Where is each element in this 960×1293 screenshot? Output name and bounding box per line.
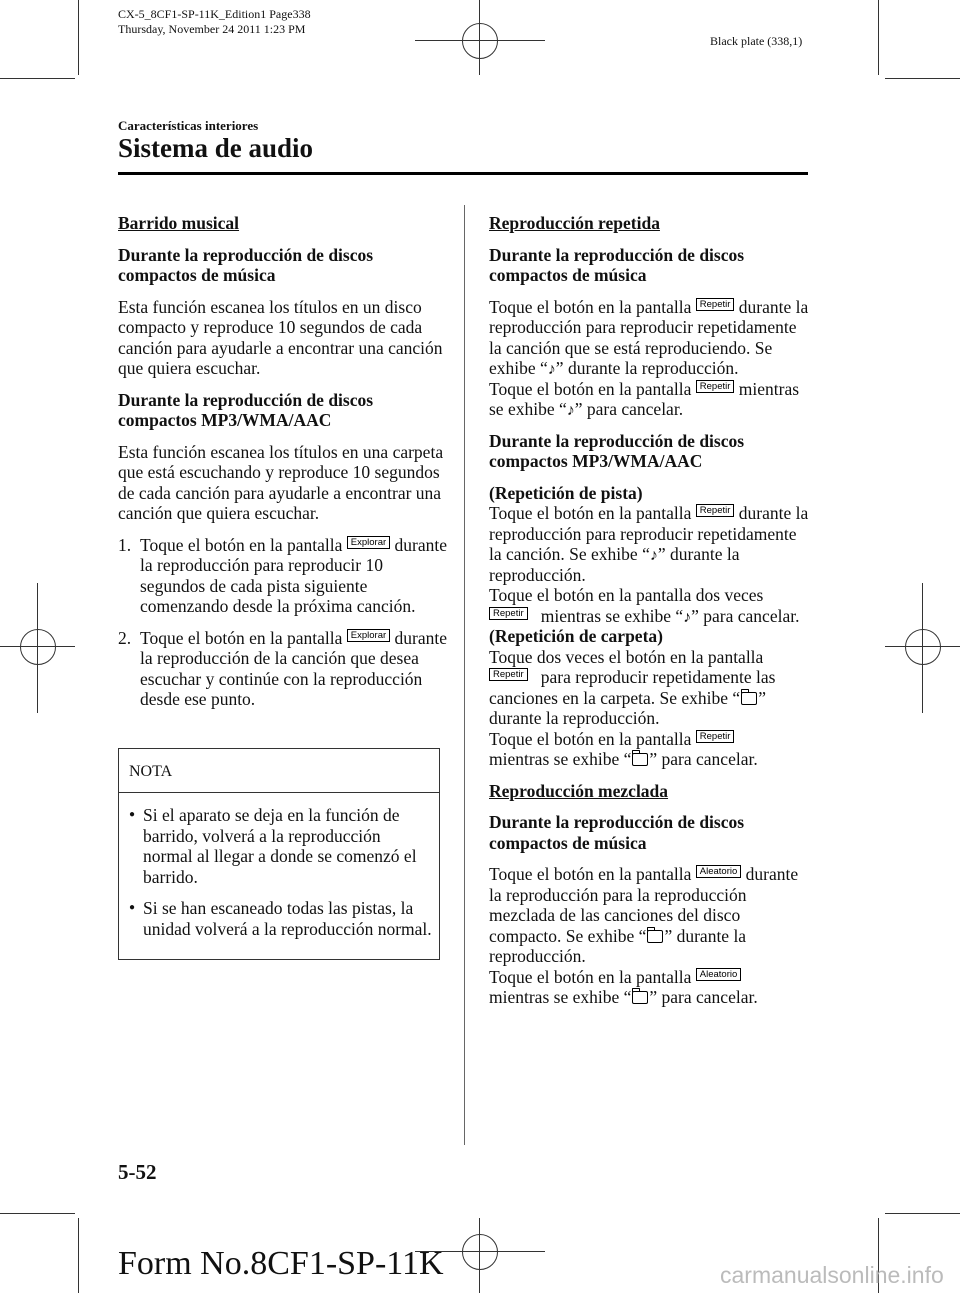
- title-rule: [118, 172, 808, 175]
- step-text: durante la reproducción para reproducir 10 segundos de cada pista siguiente comenzando desde la próxima canción.: [140, 534, 447, 616]
- repeat-music-cd-text: Toque el botón en la pantalla Repetir durante la reproducción para reproducir repetidamente la canción que se está reproduciendo. Se exhibe “♪” durante la reproducción. Toque el botón en la pantalla Repetir mientras se exhibe “♪” para cancelar.: [489, 296, 809, 419]
- step-text: Toque el botón en la pantalla: [140, 627, 343, 648]
- note-text: Si se han escaneado todas las pistas, la unidad volverá a la reproducción normal.: [143, 898, 432, 939]
- folder-icon: [647, 930, 663, 943]
- explorar-button[interactable]: Explorar: [347, 629, 390, 642]
- heading-shuffle: Reproducción mezclada: [489, 780, 669, 801]
- music-note-icon: ♪: [566, 402, 575, 419]
- page-title: Sistema de audio: [118, 133, 314, 163]
- folder-icon: [632, 753, 648, 766]
- explorar-button[interactable]: Explorar: [347, 536, 390, 549]
- repetir-button[interactable]: Repetir: [696, 298, 735, 311]
- repeat-track-text: Toque el botón en la pantalla Repetir durante la reproducción para reproducir repetidamente la canción. Se exhibe “♪” durante la reproducción. Toque el botón en la pantalla dos veces Repetir mientras se exhibe “♪” para cancelar.: [489, 503, 809, 626]
- aleatorio-button[interactable]: Aleatorio: [696, 968, 742, 981]
- plate-label: Black plate (338,1): [710, 34, 803, 48]
- step-text: Toque el botón en la pantalla: [140, 534, 343, 555]
- heading-music-cd: Durante la reproducción de discos compactos de música: [489, 244, 745, 285]
- music-note-icon: ♪: [683, 608, 692, 626]
- left-column: [118, 213, 448, 721]
- note-item: [129, 898, 433, 939]
- music-note-icon: ♪: [649, 547, 658, 564]
- section-label: Características interiores: [118, 118, 259, 133]
- heading-mp3: Durante la reproducción de discos compactos MP3/WMA/AAC: [489, 430, 745, 471]
- repeat-folder-text: Toque dos veces el botón en la pantalla Repetir para reproducir repetidamente las canciones en la carpeta. Se exhibe “ ” durante la reproducción. Toque el botón en la pantalla Repetir mientras se exhibe “ ” para cancelar.: [489, 646, 776, 769]
- note-title: NOTA: [119, 749, 439, 793]
- note-box: [118, 748, 440, 960]
- heading-music-cd: Durante la reproducción de discos compactos de música: [489, 812, 745, 853]
- repetir-button[interactable]: Repetir: [696, 380, 735, 393]
- subheading-track: (Repetición de pista): [489, 482, 643, 503]
- subheading-folder: (Repetición de carpeta): [489, 626, 663, 646]
- paragraph-mp3: Esta función escanea los títulos en una carpeta que está escuchando y reproduce 10 segundos de cada canción para ayudarle a encontrar una canción que quiera escuchar.: [118, 441, 444, 523]
- print-file-info: [118, 7, 311, 37]
- right-column: [489, 213, 809, 1019]
- heading-music-cd: Durante la reproducción de discos compactos de música: [118, 244, 374, 285]
- bullet-icon: ●: [129, 809, 136, 820]
- step-number: 2.: [118, 627, 132, 648]
- paragraph-music-cd: Esta función escanea los títulos en un disco compacto y reproduce 10 segundos de cada canción para ayudarle a encontrar una canción que quiera escuchar.: [118, 296, 443, 378]
- date-line: Thursday, November 24 2011 1:23 PM: [118, 22, 306, 36]
- repetir-button[interactable]: Repetir: [696, 730, 735, 743]
- note-item: [129, 805, 433, 887]
- music-note-icon: ♪: [547, 361, 556, 378]
- repetir-button[interactable]: Repetir: [489, 668, 528, 681]
- form-number: Form No.8CF1-SP-11K: [118, 1245, 444, 1282]
- note-text: Si el aparato se deja en la función de barrido, volverá a la reproducción normal al llegar a donde se comenzó el barrido.: [143, 805, 417, 887]
- heading-repeat: Reproducción repetida: [489, 213, 660, 233]
- watermark: carmanualsonline.info: [720, 1262, 944, 1288]
- file-line: CX-5_8CF1-SP-11K_Edition1 Page338: [118, 7, 311, 21]
- step-1: [118, 535, 448, 617]
- repetir-button[interactable]: Repetir: [696, 504, 735, 517]
- step-number: 1.: [118, 534, 132, 555]
- step-text: durante la reproducción de la canción que desea escuchar y continúe con la reproducción desde ese punto.: [140, 627, 447, 709]
- bullet-icon: ●: [129, 902, 136, 913]
- folder-icon: [741, 692, 757, 705]
- aleatorio-button[interactable]: Aleatorio: [696, 865, 742, 878]
- heading-mp3: Durante la reproducción de discos compactos MP3/WMA/AAC: [118, 389, 374, 430]
- shuffle-text: Toque el botón en la pantalla Aleatorio durante la reproducción para la reproducción mezclada de las canciones del disco compacto. Se exhibe “ ” durante la reproducción. Toque el botón en la pantalla Aleatorio mientras se exhibe “ ” para cancelar.: [489, 864, 799, 1007]
- page-number: 5-52: [118, 1160, 157, 1184]
- heading-scan: Barrido musical: [118, 213, 240, 233]
- repetir-button[interactable]: Repetir: [489, 607, 528, 620]
- step-2: [118, 628, 448, 710]
- folder-icon: [632, 991, 648, 1004]
